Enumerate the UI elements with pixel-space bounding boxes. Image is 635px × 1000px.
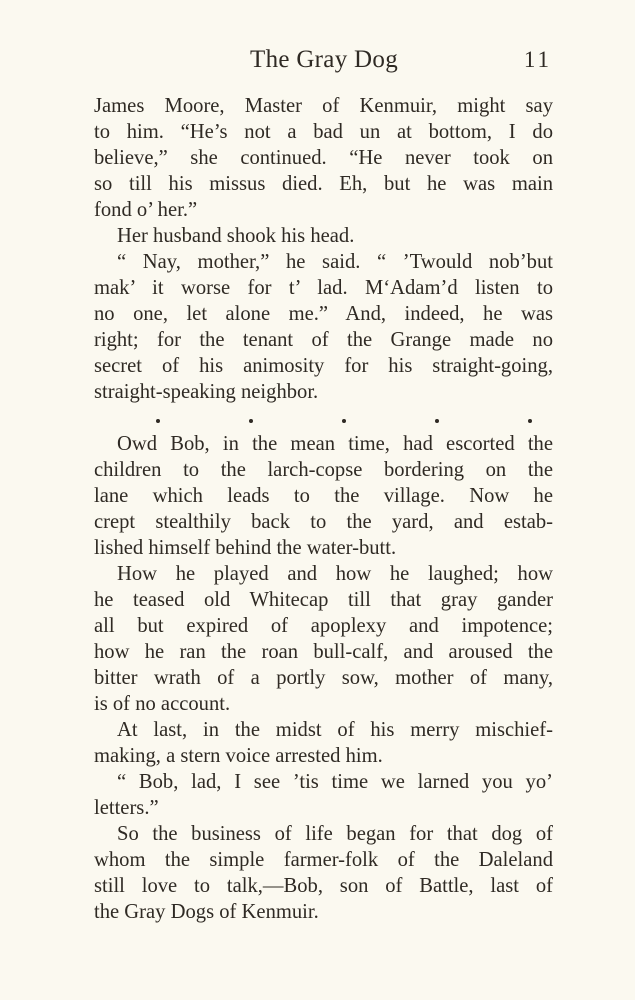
text-line: no one, let alone me.” And, indeed, he was: [94, 303, 553, 325]
section-break: [94, 405, 553, 431]
text-line: “ Nay, mother,” he said. “ ’Twould nob’but: [117, 251, 553, 273]
text-line: James Moore, Master of Kenmuir, might say: [94, 95, 553, 117]
text-line: is of no account.: [94, 693, 231, 715]
paragraph: [94, 223, 553, 249]
text-line: Owd Bob, in the mean time, had escorted the: [117, 433, 553, 455]
text-line: fond o’ her.”: [94, 199, 198, 221]
paragraph: [94, 249, 553, 405]
paragraph: [94, 431, 553, 561]
section-break-dot: [156, 419, 160, 423]
text-line: children to the larch-copse bordering on the: [94, 459, 553, 481]
text-line: bitter wrath of a portly sow, mother of many,: [94, 667, 553, 689]
section-break-dot: [528, 419, 532, 423]
text-line: to him. “He’s not a bad un at bottom, I do: [94, 121, 553, 143]
paragraph: [94, 561, 553, 717]
text-line: making, a stern voice arrested him.: [94, 745, 383, 767]
paragraph: [94, 821, 553, 925]
text-line: the Gray Dogs of Kenmuir.: [94, 901, 319, 923]
text-line: right; for the tenant of the Grange made no: [94, 329, 553, 351]
text-line: crept stealthily back to the yard, and estab-: [94, 511, 553, 533]
text-line: he teased old Whitecap till that gray gander: [94, 589, 553, 611]
text-line: still love to talk,—Bob, son of Battle, last of: [94, 875, 553, 897]
section-break-dot: [249, 419, 253, 423]
text-line: mak’ it worse for t’ lad. M‘Adam’d listen to: [94, 277, 553, 299]
text-line: How he played and how he laughed; how: [117, 563, 553, 585]
running-head: [94, 46, 554, 80]
text-line: straight-speaking neighbor.: [94, 381, 319, 403]
body-text: [94, 93, 553, 925]
text-line: letters.”: [94, 797, 159, 819]
text-line: secret of his animosity for his straight-going,: [94, 355, 553, 377]
text-line: whom the simple farmer-folk of the Daleland: [94, 849, 553, 871]
text-line: Her husband shook his head.: [117, 225, 355, 247]
text-line: believe,” she continued. “He never took on: [94, 147, 553, 169]
text-line: all but expired of apoplexy and impotence;: [94, 615, 553, 637]
page-number: 11: [523, 47, 552, 72]
paragraph: [94, 93, 553, 223]
text-line: At last, in the midst of his merry mischief-: [117, 719, 553, 741]
text-line: how he ran the roan bull-calf, and aroused the: [94, 641, 553, 663]
paragraph: [94, 769, 553, 821]
paragraph: [94, 717, 553, 769]
running-title: The Gray Dog: [250, 46, 398, 73]
section-break-dot: [435, 419, 439, 423]
text-line: So the business of life began for that dog of: [117, 823, 553, 845]
text-line: lane which leads to the village. Now he: [94, 485, 553, 507]
text-line: lished himself behind the water-butt.: [94, 537, 397, 559]
text-line: “ Bob, lad, I see ’tis time we larned you yo’: [117, 771, 553, 793]
text-line: so till his missus died. Eh, but he was main: [94, 173, 553, 195]
section-break-dot: [342, 419, 346, 423]
